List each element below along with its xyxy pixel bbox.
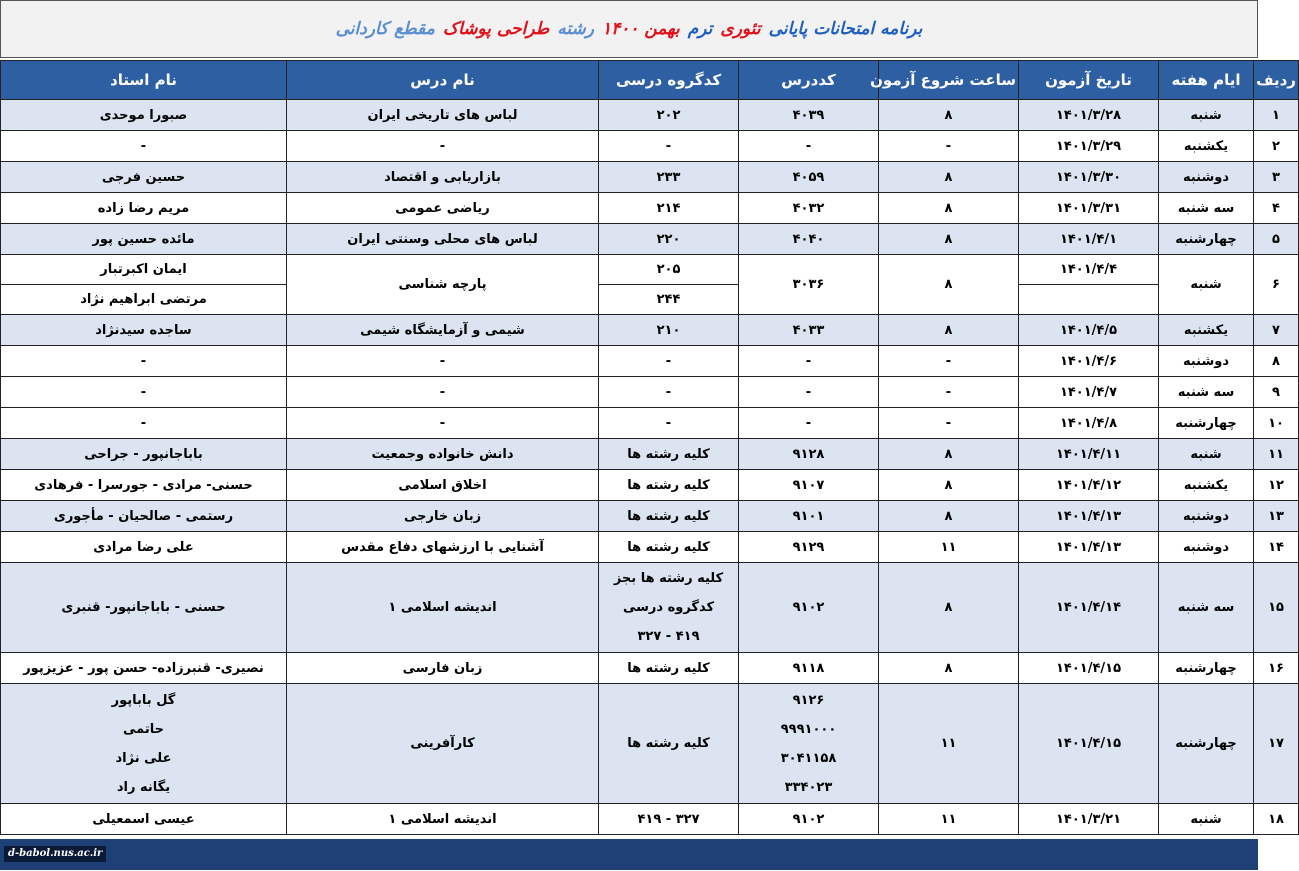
- teacher-name: -: [1, 377, 287, 408]
- col-header-row-number: ردیف: [1254, 61, 1299, 100]
- start-time: ۱۱: [879, 804, 1019, 835]
- footer-bar: [0, 839, 1258, 870]
- weekday: چهارشنبه: [1159, 408, 1254, 439]
- page-title: [0, 0, 1258, 58]
- table-row: [1, 224, 1299, 255]
- course-name: آشنایی با ارزشهای دفاع مقدس: [287, 532, 599, 563]
- group-code: -: [599, 408, 739, 439]
- row-number: ۱۶: [1254, 653, 1299, 684]
- course-code: ۴۰۵۹: [739, 162, 879, 193]
- course-code: ۹۱۰۲: [739, 563, 879, 653]
- exam-date: ۱۴۰۱/۴/۵: [1019, 315, 1159, 346]
- exam-date: ۱۴۰۱/۴/۴: [1019, 255, 1159, 285]
- table-row: [1, 684, 1299, 804]
- exam-schedule-table: [0, 60, 1299, 835]
- course-code: -: [739, 377, 879, 408]
- header-row: [1, 61, 1299, 100]
- table-row: [1, 439, 1299, 470]
- table-row: [1, 193, 1299, 224]
- weekday: دوشنبه: [1159, 501, 1254, 532]
- teacher-name-line: علی نژاد: [115, 750, 172, 766]
- exam-date: ۱۴۰۱/۴/۱: [1019, 224, 1159, 255]
- start-time: ۸: [879, 501, 1019, 532]
- group-code: -: [599, 377, 739, 408]
- weekday: شنبه: [1159, 100, 1254, 131]
- course-name: زبان فارسی: [287, 653, 599, 684]
- exam-date: ۱۴۰۱/۴/۱۴: [1019, 563, 1159, 653]
- group-code: ۲۳۳: [599, 162, 739, 193]
- group-code: کلیه رشته ها: [599, 653, 739, 684]
- teacher-name-line: حاتمی: [123, 721, 164, 737]
- start-time: -: [879, 346, 1019, 377]
- course-code: -: [739, 408, 879, 439]
- course-name: اخلاق اسلامی: [287, 470, 599, 501]
- weekday: یکشنبه: [1159, 131, 1254, 162]
- teacher-name: رستمی - صالحیان - مأجوری: [1, 501, 287, 532]
- group-code-line: کلیه رشته ها بجز: [613, 571, 724, 586]
- col-header-weekday: ایام هفته: [1159, 61, 1254, 100]
- course-code: ۹۱۰۱: [739, 501, 879, 532]
- teacher-name: حسنی - باباجانپور- قنبری: [1, 563, 287, 653]
- weekday: شنبه: [1159, 439, 1254, 470]
- col-header-teacher: نام استاد: [1, 61, 287, 100]
- course-name: زبان خارجی: [287, 501, 599, 532]
- teacher-name: باباجانپور - جراحی: [1, 439, 287, 470]
- course-name: لباس های محلی وسنتی ایران: [287, 224, 599, 255]
- table-row: [1, 804, 1299, 835]
- row-number: ۵: [1254, 224, 1299, 255]
- group-code: ۲۲۰: [599, 224, 739, 255]
- exam-schedule-table-wrapper: [0, 60, 1296, 838]
- exam-date: ۱۴۰۱/۴/۱۳: [1019, 532, 1159, 563]
- exam-date: ۱۴۰۱/۳/۳۱: [1019, 193, 1159, 224]
- row-number: ۱۰: [1254, 408, 1299, 439]
- group-code: ۲۱۰: [599, 315, 739, 346]
- table-row: [1, 315, 1299, 346]
- group-code: کلیه رشته ها: [599, 470, 739, 501]
- col-header-group-code: کدگروه درسی: [599, 61, 739, 100]
- course-code: ۴۰۳۲: [739, 193, 879, 224]
- weekday: یکشنبه: [1159, 470, 1254, 501]
- site-logo: d-babol.nus.ac.ir: [4, 846, 106, 862]
- course-code: [739, 684, 879, 804]
- course-code: ۹۱۰۲: [739, 804, 879, 835]
- row-number: ۱: [1254, 100, 1299, 131]
- row-number: ۱۷: [1254, 684, 1299, 804]
- course-name: شیمی و آزمایشگاه شیمی: [287, 315, 599, 346]
- start-time: ۸: [879, 470, 1019, 501]
- title-part4: بهمن ۱۴۰۰: [601, 19, 680, 39]
- course-code: ۴۰۳۳: [739, 315, 879, 346]
- start-time: -: [879, 131, 1019, 162]
- row-number: ۱۸: [1254, 804, 1299, 835]
- teacher-name: عیسی اسمعیلی: [1, 804, 287, 835]
- weekday: شنبه: [1159, 255, 1254, 315]
- exam-date: ۱۴۰۱/۳/۲۹: [1019, 131, 1159, 162]
- course-code: -: [739, 131, 879, 162]
- group-code: ۲۰۵: [599, 255, 739, 285]
- weekday: چهارشنبه: [1159, 224, 1254, 255]
- weekday: دوشنبه: [1159, 346, 1254, 377]
- teacher-name: مائده حسین پور: [1, 224, 287, 255]
- start-time: ۸: [879, 439, 1019, 470]
- teacher-name: حسین فرجی: [1, 162, 287, 193]
- teacher-name: ایمان اکبرتبار: [1, 255, 287, 285]
- weekday: سه شنبه: [1159, 193, 1254, 224]
- teacher-name: -: [1, 408, 287, 439]
- weekday: دوشنبه: [1159, 532, 1254, 563]
- teacher-name: ساجده سیدنژاد: [1, 315, 287, 346]
- exam-date: ۱۴۰۱/۴/۱۱: [1019, 439, 1159, 470]
- table-row: [1, 653, 1299, 684]
- teacher-name: مریم رضا زاده: [1, 193, 287, 224]
- course-code-line: ۳۳۴۰۲۳: [784, 779, 833, 795]
- group-code: کلیه رشته ها: [599, 501, 739, 532]
- row-number: ۱۱: [1254, 439, 1299, 470]
- start-time: ۸: [879, 224, 1019, 255]
- exam-date: ۱۴۰۱/۴/۱۳: [1019, 501, 1159, 532]
- table-row: [1, 100, 1299, 131]
- course-name: اندیشه اسلامی ۱: [287, 804, 599, 835]
- col-header-exam-date: تاریخ آزمون: [1019, 61, 1159, 100]
- exam-date-empty: [1019, 285, 1159, 315]
- row-number: ۱۵: [1254, 563, 1299, 653]
- start-time: -: [879, 408, 1019, 439]
- exam-date: ۱۴۰۱/۴/۸: [1019, 408, 1159, 439]
- start-time: ۸: [879, 100, 1019, 131]
- title-part5: رشته: [557, 19, 594, 39]
- start-time: ۸: [879, 162, 1019, 193]
- group-code: -: [599, 346, 739, 377]
- course-name: -: [287, 377, 599, 408]
- start-time: ۱۱: [879, 532, 1019, 563]
- exam-date: ۱۴۰۱/۴/۱۵: [1019, 653, 1159, 684]
- start-time: ۸: [879, 255, 1019, 315]
- start-time: ۸: [879, 193, 1019, 224]
- table-row: [1, 131, 1299, 162]
- col-header-course-code: کددرس: [739, 61, 879, 100]
- table-row: [1, 255, 1299, 285]
- group-code: کلیه رشته ها: [599, 684, 739, 804]
- teacher-name: حسنی- مرادی - جورسرا - فرهادی: [1, 470, 287, 501]
- course-name: پارچه شناسی: [287, 255, 599, 315]
- teacher-name: -: [1, 346, 287, 377]
- group-code: ۳۲۷ - ۴۱۹: [599, 804, 739, 835]
- table-row: [1, 408, 1299, 439]
- table-row: [1, 532, 1299, 563]
- course-name: اندیشه اسلامی ۱: [287, 563, 599, 653]
- course-code-line: ۳۰۴۱۱۵۸: [780, 750, 837, 766]
- exam-date: ۱۴۰۱/۳/۳۰: [1019, 162, 1159, 193]
- title-part2: تئوری: [720, 19, 761, 39]
- table-row: [1, 501, 1299, 532]
- start-time: ۸: [879, 653, 1019, 684]
- weekday: سه شنبه: [1159, 377, 1254, 408]
- course-code: ۴۰۴۰: [739, 224, 879, 255]
- course-name: ریاضی عمومی: [287, 193, 599, 224]
- table-row-sub: [1, 285, 1299, 315]
- group-code: کلیه رشته ها: [599, 439, 739, 470]
- table-row: [1, 563, 1299, 653]
- teacher-name: -: [1, 131, 287, 162]
- title-part6: طراحی پوشاک: [442, 19, 550, 39]
- row-number: ۳: [1254, 162, 1299, 193]
- exam-date: ۱۴۰۱/۳/۲۸: [1019, 100, 1159, 131]
- table-row: [1, 470, 1299, 501]
- weekday: دوشنبه: [1159, 162, 1254, 193]
- teacher-name-line: گل باباپور: [111, 692, 176, 708]
- course-name: لباس های تاریخی ایران: [287, 100, 599, 131]
- start-time: ۱۱: [879, 684, 1019, 804]
- row-number: ۱۳: [1254, 501, 1299, 532]
- row-number: ۱۴: [1254, 532, 1299, 563]
- course-code-line: ۹۱۲۶: [792, 692, 825, 708]
- group-code: کلیه رشته ها: [599, 532, 739, 563]
- teacher-name-line: یگانه راد: [116, 779, 171, 795]
- course-code: ۴۰۳۹: [739, 100, 879, 131]
- row-number: ۱۲: [1254, 470, 1299, 501]
- course-name: -: [287, 346, 599, 377]
- row-number: ۶: [1254, 255, 1299, 315]
- row-number: ۴: [1254, 193, 1299, 224]
- title-part7: مقطع کاردانی: [335, 19, 435, 39]
- course-code: ۹۱۲۹: [739, 532, 879, 563]
- weekday: چهارشنبه: [1159, 684, 1254, 804]
- course-code: ۹۱۰۷: [739, 470, 879, 501]
- row-number: ۹: [1254, 377, 1299, 408]
- col-header-start-time: ساعت شروع آزمون: [879, 61, 1019, 100]
- exam-date: ۱۴۰۱/۴/۱۵: [1019, 684, 1159, 804]
- course-name: کارآفرینی: [287, 684, 599, 804]
- table-row: [1, 346, 1299, 377]
- group-code: ۲۴۴: [599, 285, 739, 315]
- exam-date: ۱۴۰۱/۴/۱۲: [1019, 470, 1159, 501]
- course-name: -: [287, 131, 599, 162]
- group-code: ۲۱۴: [599, 193, 739, 224]
- row-number: ۲: [1254, 131, 1299, 162]
- exam-date: ۱۴۰۱/۴/۶: [1019, 346, 1159, 377]
- course-code: ۹۱۲۸: [739, 439, 879, 470]
- group-code: ۲۰۲: [599, 100, 739, 131]
- table-row: [1, 377, 1299, 408]
- col-header-course-name: نام درس: [287, 61, 599, 100]
- weekday: چهارشنبه: [1159, 653, 1254, 684]
- teacher-name: علی رضا مرادی: [1, 532, 287, 563]
- row-number: ۷: [1254, 315, 1299, 346]
- start-time: ۸: [879, 563, 1019, 653]
- exam-date: ۱۴۰۱/۳/۲۱: [1019, 804, 1159, 835]
- table-row: [1, 162, 1299, 193]
- course-name: دانش خانواده وجمعیت: [287, 439, 599, 470]
- teacher-name: صبورا موحدی: [1, 100, 287, 131]
- title-part1: برنامه امتحانات پایانی: [768, 19, 923, 39]
- course-code: ۹۱۱۸: [739, 653, 879, 684]
- course-code: -: [739, 346, 879, 377]
- row-number: ۸: [1254, 346, 1299, 377]
- group-code-line: ۴۱۹ - ۳۲۷: [637, 629, 700, 644]
- teacher-name: نصیری- قنبرزاده- حسن پور - عزیزپور: [1, 653, 287, 684]
- start-time: -: [879, 377, 1019, 408]
- weekday: شنبه: [1159, 804, 1254, 835]
- weekday: سه شنبه: [1159, 563, 1254, 653]
- start-time: ۸: [879, 315, 1019, 346]
- exam-date: ۱۴۰۱/۴/۷: [1019, 377, 1159, 408]
- group-code-line: کدگروه درسی: [622, 600, 715, 615]
- teacher-name: [1, 684, 287, 804]
- course-code: ۳۰۳۶: [739, 255, 879, 315]
- course-name: بازاریابی و اقتصاد: [287, 162, 599, 193]
- course-code-line: ۹۹۹۱۰۰۰: [780, 721, 837, 737]
- group-code: [599, 563, 739, 653]
- teacher-name: مرتضی ابراهیم نژاد: [1, 285, 287, 315]
- course-name: -: [287, 408, 599, 439]
- title-part3: ترم: [687, 19, 713, 39]
- weekday: یکشنبه: [1159, 315, 1254, 346]
- group-code: -: [599, 131, 739, 162]
